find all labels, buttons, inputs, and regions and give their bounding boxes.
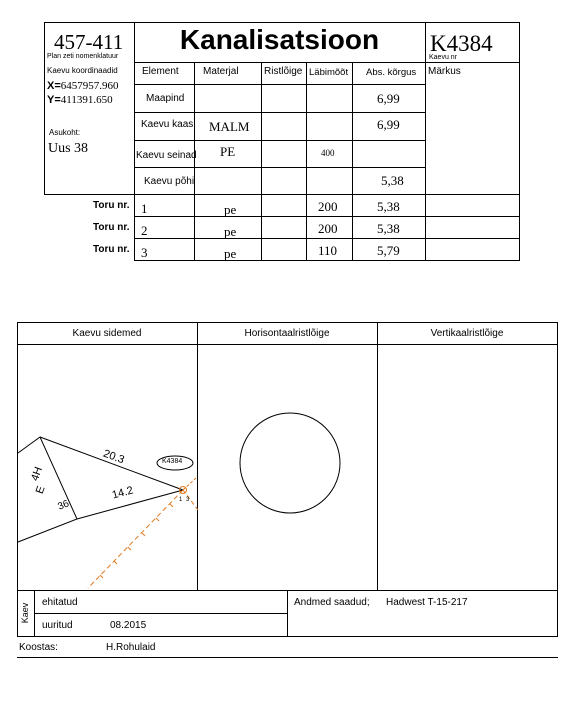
dim-label-3: 36 <box>56 498 71 513</box>
pipe-diameter: 110 <box>318 243 338 258</box>
pipe-height: 5,79 <box>377 243 400 258</box>
surveyed-label: uuritud <box>42 620 73 631</box>
coord-x-value: 6457957.960 <box>60 80 119 92</box>
pipe-diameter: 200 <box>318 221 338 236</box>
location-label: Asukoht: <box>49 128 81 137</box>
header-section: Ristlõige <box>264 66 303 77</box>
pipe-height: 5,38 <box>377 199 400 214</box>
header-remarks: Märkus <box>428 66 461 77</box>
building-outline <box>18 437 77 542</box>
pipe-label-3: 3 <box>186 497 190 503</box>
header-height: Abs. kõrgus <box>366 67 417 78</box>
pipe-label-1: 1 <box>179 497 183 503</box>
well-number-caption: Kaevu nr <box>429 54 458 61</box>
pipe-number: 3 <box>141 245 148 260</box>
row-element: Maapind <box>146 93 185 104</box>
pipe-label: Toru nr. <box>93 200 130 211</box>
pipe-height: 5,38 <box>377 221 400 236</box>
horizontal-section-circle <box>240 413 340 513</box>
building-label-1: 4H <box>28 465 46 483</box>
data-source-label: Andmed saadud; <box>294 597 370 608</box>
row-element: Kaevu põhi <box>144 176 195 187</box>
sheet-number-caption: Plan zeti nomenklatuur <box>47 53 119 60</box>
building-label-2: E <box>33 484 48 496</box>
panel-title-ties: Kaevu sidemed <box>72 328 142 339</box>
pipe-line-3 <box>183 478 196 490</box>
row-material: MALM <box>209 119 250 134</box>
dim-label-1: 20.3 <box>101 447 126 467</box>
row-diameter: 400 <box>321 148 335 158</box>
coords-caption: Kaevu koordinaadid <box>47 66 118 75</box>
pipe-material: pe <box>224 202 237 217</box>
coord-y-value: 411391.650 <box>60 94 113 106</box>
header-material: Materjal <box>203 66 239 77</box>
side-label: Kaev <box>20 602 30 624</box>
row-height: 5,38 <box>381 173 404 188</box>
pipe-label: Toru nr. <box>93 222 130 233</box>
surveyed-date: 08.2015 <box>110 620 147 631</box>
coord-y-label: Y= <box>47 94 61 106</box>
pipe-line-1 <box>88 490 183 588</box>
pipe-material: pe <box>224 246 237 261</box>
page-title: Kanalisatsioon <box>179 24 380 55</box>
header-diameter: Läbimõõt <box>309 67 349 78</box>
built-label: ehitatud <box>42 597 78 608</box>
location-value: Uus 38 <box>48 141 89 156</box>
row-element: Kaevu kaas <box>141 119 194 130</box>
header-element: Element <box>142 66 179 77</box>
pipe-diameter: 200 <box>318 199 338 214</box>
well-number: K4384 <box>430 31 493 56</box>
row-height: 6,99 <box>377 117 400 132</box>
row-material: PE <box>220 144 236 159</box>
dim-label-2: 14.2 <box>110 484 135 502</box>
author-value: H.Rohulaid <box>106 642 156 653</box>
sheet-number: 457-411 <box>54 30 124 54</box>
panel-title-horizontal: Horisontaalristlõige <box>244 328 330 339</box>
author-label: Koostas: <box>19 642 58 653</box>
pipe-material: pe <box>224 224 237 239</box>
pipe-number: 1 <box>141 201 148 216</box>
pipe-label: Toru nr. <box>93 244 130 255</box>
data-source-value: Hadwest T-15-217 <box>386 597 468 608</box>
row-height: 6,99 <box>377 91 400 106</box>
well-tag: K4384 <box>162 458 183 465</box>
coord-x-label: X= <box>47 80 61 92</box>
pipe-number: 2 <box>141 223 148 238</box>
row-element: Kaevu seinad <box>136 150 197 161</box>
panel-title-vertical: Vertikaalristlõige <box>430 328 504 339</box>
